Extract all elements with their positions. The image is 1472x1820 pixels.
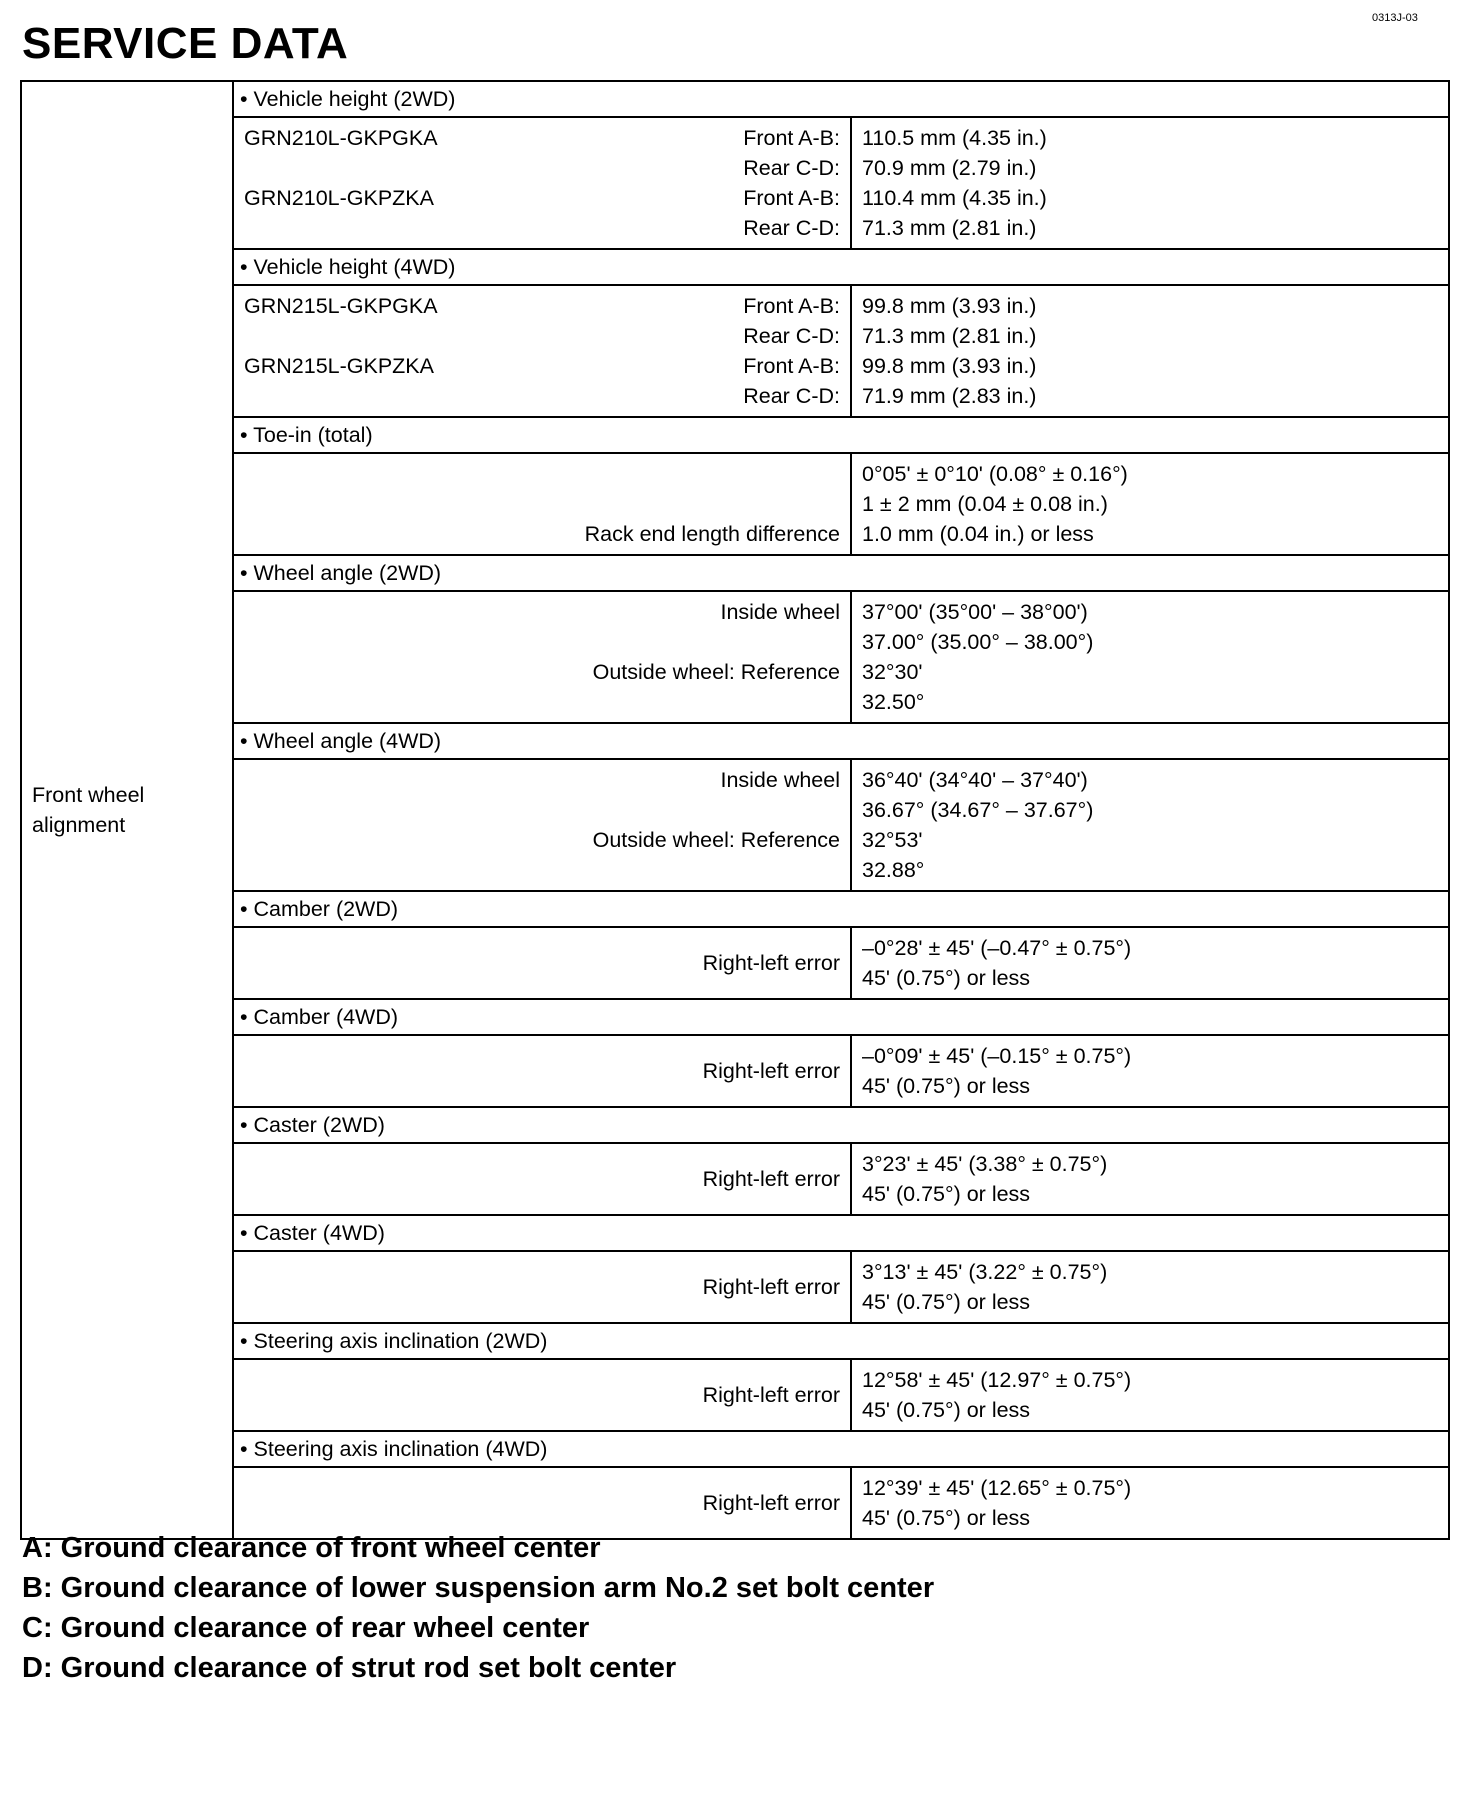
spec-value: 99.8 mm (3.93 in.) — [862, 354, 1037, 378]
legend — [22, 1528, 934, 1688]
value-cell — [851, 1035, 1449, 1107]
spec-value: 12°39' ± 45' (12.65° ± 0.75°) — [862, 1476, 1132, 1500]
service-data-table — [20, 80, 1450, 1540]
label-cell — [233, 591, 851, 723]
spec-value: 12°58' ± 45' (12.97° ± 0.75°) — [862, 1368, 1132, 1392]
section-header-vehicle-height-2wd: • Vehicle height (2WD) — [233, 81, 1449, 117]
legend-item: C: Ground clearance of rear wheel center — [22, 1612, 590, 1644]
spec-value: 45' (0.75°) or less — [862, 1074, 1031, 1098]
measure-label: Rear C-D: — [743, 156, 840, 180]
spec-value: –0°09' ± 45' (–0.15° ± 0.75°) — [862, 1044, 1132, 1068]
spec-value: 45' (0.75°) or less — [862, 1182, 1031, 1206]
spec-value: 3°23' ± 45' (3.38° ± 0.75°) — [862, 1152, 1108, 1176]
spec-value: 71.3 mm (2.81 in.) — [862, 216, 1037, 240]
spec-value: 0°05' ± 0°10' (0.08° ± 0.16°) — [862, 462, 1128, 486]
spec-value: 45' (0.75°) or less — [862, 1398, 1031, 1422]
measure-label — [244, 687, 840, 717]
measure-label: Right-left error — [702, 1275, 840, 1299]
spec-value: 110.5 mm (4.35 in.) — [862, 126, 1047, 150]
table-row — [21, 1431, 1449, 1467]
legend-item: D: Ground clearance of strut rod set bolt center — [22, 1652, 677, 1684]
value-cell — [851, 1359, 1449, 1431]
measure-label — [244, 627, 840, 657]
spec-value: 37.00° (35.00° – 38.00°) — [862, 630, 1094, 654]
measure-label: Rear C-D: — [743, 384, 840, 408]
section-header-vehicle-height-4wd: • Vehicle height (4WD) — [233, 249, 1449, 285]
label-cell — [233, 1035, 851, 1107]
table-row — [21, 723, 1449, 759]
table-row — [21, 591, 1449, 723]
measure-label — [244, 855, 840, 885]
measure-label: Rear C-D: — [743, 216, 840, 240]
table-row — [21, 417, 1449, 453]
measure-label: Front A-B: — [743, 354, 840, 378]
spec-value: 1 ± 2 mm (0.04 ± 0.08 in.) — [862, 492, 1108, 516]
table-row — [21, 453, 1449, 555]
section-header-caster-4wd: • Caster (4WD) — [233, 1215, 1449, 1251]
measure-label: Front A-B: — [743, 186, 840, 210]
legend-item: A: Ground clearance of front wheel center — [22, 1532, 601, 1564]
spec-value: 32°30' — [862, 660, 923, 684]
table-row — [21, 1107, 1449, 1143]
measure-label: Inside wheel — [720, 768, 840, 792]
spec-value: 32°53' — [862, 828, 923, 852]
measure-label: Outside wheel: Reference — [592, 660, 840, 684]
label-cell — [233, 117, 851, 249]
spec-value: 70.9 mm (2.79 in.) — [862, 156, 1037, 180]
label-cell — [233, 1251, 851, 1323]
section-header-camber-4wd: • Camber (4WD) — [233, 999, 1449, 1035]
model-code: GRN215L-GKPZKA — [244, 354, 434, 378]
spec-value: 3°13' ± 45' (3.22° ± 0.75°) — [862, 1260, 1108, 1284]
label-cell — [233, 759, 851, 891]
value-cell — [851, 453, 1449, 555]
page-title: SERVICE DATA — [22, 19, 349, 68]
measure-label: Right-left error — [702, 1167, 840, 1191]
table-row — [21, 249, 1449, 285]
spec-value: 1.0 mm (0.04 in.) or less — [862, 522, 1094, 546]
spec-value: 45' (0.75°) or less — [862, 966, 1031, 990]
value-cell — [851, 1467, 1449, 1539]
table-row — [21, 285, 1449, 417]
value-cell — [851, 285, 1449, 417]
value-cell — [851, 591, 1449, 723]
table-row — [21, 1143, 1449, 1215]
table-row — [21, 1251, 1449, 1323]
section-header-caster-2wd: • Caster (2WD) — [233, 1107, 1449, 1143]
model-code: GRN210L-GKPZKA — [244, 186, 434, 210]
table-row — [21, 81, 1449, 117]
value-cell — [851, 117, 1449, 249]
spec-value: 110.4 mm (4.35 in.) — [862, 186, 1047, 210]
model-code: GRN215L-GKPGKA — [244, 294, 438, 318]
model-code: GRN210L-GKPGKA — [244, 126, 438, 150]
table-row — [21, 1035, 1449, 1107]
spec-value: 45' (0.75°) or less — [862, 1290, 1031, 1314]
section-header-wheel-angle-4wd: • Wheel angle (4WD) — [233, 723, 1449, 759]
section-header-camber-2wd: • Camber (2WD) — [233, 891, 1449, 927]
value-cell — [851, 1143, 1449, 1215]
value-cell — [851, 1251, 1449, 1323]
table-row — [21, 117, 1449, 249]
measure-label: Right-left error — [702, 1059, 840, 1083]
label-cell — [233, 927, 851, 999]
measure-label: Rack end length difference — [584, 522, 840, 546]
measure-label — [244, 459, 840, 489]
label-cell — [233, 1359, 851, 1431]
spec-value: 32.88° — [862, 858, 925, 882]
measure-label — [244, 489, 840, 519]
table-row — [21, 759, 1449, 891]
table-row — [21, 927, 1449, 999]
spec-value: 71.9 mm (2.83 in.) — [862, 384, 1037, 408]
measure-label: Right-left error — [702, 1491, 840, 1515]
section-header-sai-2wd: • Steering axis inclination (2WD) — [233, 1323, 1449, 1359]
measure-label — [244, 795, 840, 825]
section-header-sai-4wd: • Steering axis inclination (4WD) — [233, 1431, 1449, 1467]
measure-label: Right-left error — [702, 951, 840, 975]
measure-label: Rear C-D: — [743, 324, 840, 348]
table-row — [21, 999, 1449, 1035]
spec-value: 37°00' (35°00' – 38°00') — [862, 600, 1088, 624]
measure-label: Right-left error — [702, 1383, 840, 1407]
label-cell — [233, 1143, 851, 1215]
table-row — [21, 1323, 1449, 1359]
label-cell — [233, 453, 851, 555]
spec-value: 32.50° — [862, 690, 925, 714]
category-cell: Front wheel alignment — [21, 81, 233, 1539]
measure-label: Inside wheel — [720, 600, 840, 624]
value-cell — [851, 927, 1449, 999]
table-row — [21, 891, 1449, 927]
label-cell — [233, 285, 851, 417]
spec-value: 36°40' (34°40' – 37°40') — [862, 768, 1088, 792]
measure-label: Front A-B: — [743, 294, 840, 318]
table-row — [21, 555, 1449, 591]
table-row — [21, 1359, 1449, 1431]
spec-value: 99.8 mm (3.93 in.) — [862, 294, 1037, 318]
measure-label: Front A-B: — [743, 126, 840, 150]
measure-label: Outside wheel: Reference — [592, 828, 840, 852]
spec-value: –0°28' ± 45' (–0.47° ± 0.75°) — [862, 936, 1132, 960]
document-code: 0313J-03 — [1372, 12, 1418, 24]
table-row — [21, 1215, 1449, 1251]
section-header-wheel-angle-2wd: • Wheel angle (2WD) — [233, 555, 1449, 591]
spec-value: 36.67° (34.67° – 37.67°) — [862, 798, 1094, 822]
legend-item: B: Ground clearance of lower suspension arm No.2 set bolt center — [22, 1572, 935, 1604]
value-cell — [851, 759, 1449, 891]
spec-value: 71.3 mm (2.81 in.) — [862, 324, 1037, 348]
spec-value: 45' (0.75°) or less — [862, 1506, 1031, 1530]
section-header-toe-in: • Toe-in (total) — [233, 417, 1449, 453]
